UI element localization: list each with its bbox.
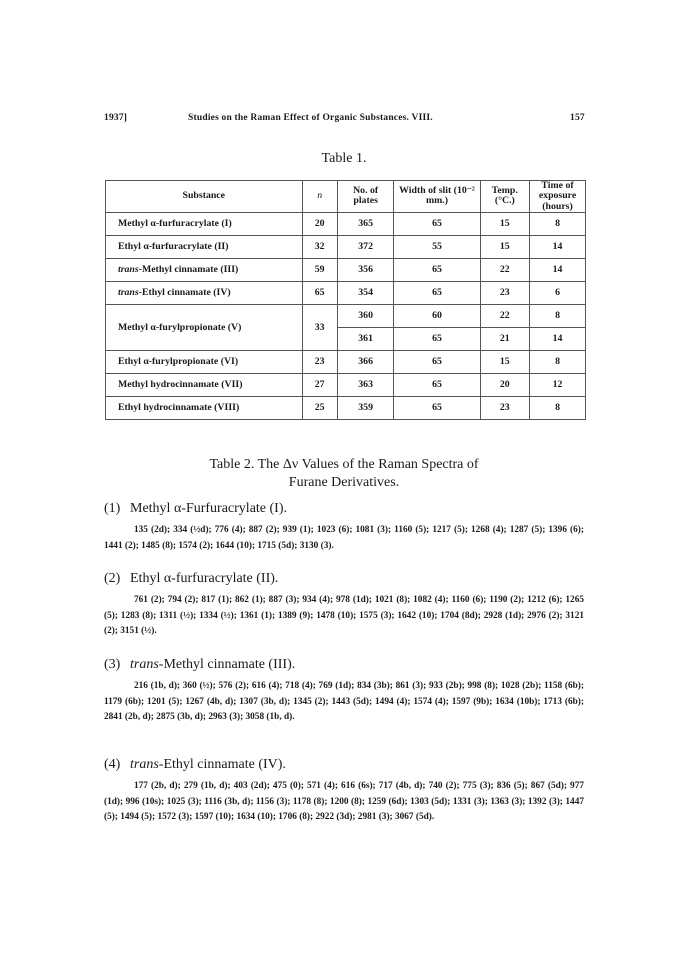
cell-slit: 65: [394, 327, 480, 350]
cell-substance: Methyl α-furfuracrylate (I): [106, 212, 303, 235]
col-temp: Temp. (°C.): [480, 181, 529, 213]
page-number: 157: [570, 113, 585, 123]
section-heading: (1) Methyl α-Furfuracrylate (I).: [104, 501, 287, 516]
cell-slit: 55: [394, 235, 480, 258]
cell-substance: Methyl α-furylpropionate (V): [106, 304, 303, 350]
cell-n: 23: [302, 350, 337, 373]
cell-substance: trans-Ethyl cinnamate (IV): [106, 281, 303, 304]
table1-header-row: [106, 181, 586, 213]
cell-plates: 359: [337, 396, 394, 419]
cell-temp: 23: [480, 281, 529, 304]
cell-time: 12: [530, 373, 586, 396]
raman-values: 135 (2d); 334 (½d); 776 (4); 887 (2); 939 (1); 1023 (6); 1081 (3); 1160 (5); 1217 (5); 1268 (4); 1287 (5); 1396 (6); 1441 (2); 1485 (8); 1574 (2); 1644 (10); 1715 (5d); 3130 (3).: [104, 525, 584, 551]
cell-slit: 65: [394, 373, 480, 396]
cell-substance: Ethyl α-furylpropionate (VI): [106, 350, 303, 373]
table-row: [106, 212, 586, 235]
table2-title-line2: Furane Derivatives.: [288, 475, 400, 490]
table1-title: Table 1.: [321, 151, 367, 166]
cell-substance: Ethyl α-furfuracrylate (II): [106, 235, 303, 258]
cell-n: 65: [302, 281, 337, 304]
cell-plates: 354: [337, 281, 394, 304]
cell-slit: 60: [394, 304, 480, 327]
cell-substance: Methyl hydrocinnamate (VII): [106, 373, 303, 396]
cell-plates: 363: [337, 373, 394, 396]
table1: [105, 180, 586, 420]
cell-slit: 65: [394, 396, 480, 419]
cell-n: 33: [302, 304, 337, 350]
cell-n: 59: [302, 258, 337, 281]
section-heading: (2) Ethyl α-furfuracrylate (II).: [104, 571, 279, 586]
cell-substance: Ethyl hydrocinnamate (VIII): [106, 396, 303, 419]
cell-plates: 365: [337, 212, 394, 235]
cell-plates: 366: [337, 350, 394, 373]
cell-time: 8: [530, 350, 586, 373]
cell-slit: 65: [394, 212, 480, 235]
cell-temp: 15: [480, 350, 529, 373]
section-heading: (3) trans-Methyl cinnamate (III).: [104, 657, 296, 672]
cell-slit: 65: [394, 258, 480, 281]
col-slit: Width of slit (10⁻² mm.): [394, 181, 480, 213]
cell-plates: 372: [337, 235, 394, 258]
cell-time: 6: [530, 281, 586, 304]
cell-slit: 65: [394, 281, 480, 304]
col-substance: Substance: [106, 181, 303, 213]
cell-temp: 15: [480, 212, 529, 235]
cell-n: 27: [302, 373, 337, 396]
cell-time: 14: [530, 327, 586, 350]
section-3: [104, 656, 584, 726]
cell-n: 32: [302, 235, 337, 258]
table2-title: [0, 456, 688, 492]
col-plates: No. of plates: [337, 181, 394, 213]
section-heading: (4) trans-Ethyl cinnamate (IV).: [104, 757, 286, 772]
cell-temp: 15: [480, 235, 529, 258]
col-time: Time of exposure (hours): [530, 181, 586, 213]
table-row: [106, 258, 586, 281]
cell-time: 8: [530, 212, 586, 235]
cell-temp: 20: [480, 373, 529, 396]
cell-temp: 22: [480, 304, 529, 327]
table-row: [106, 235, 586, 258]
cell-time: 8: [530, 396, 586, 419]
cell-temp: 21: [480, 327, 529, 350]
cell-temp: 22: [480, 258, 529, 281]
table-row: [106, 281, 586, 304]
cell-time: 14: [530, 235, 586, 258]
cell-n: 25: [302, 396, 337, 419]
section-2: [104, 570, 584, 640]
running-title: Studies on the Raman Effect of Organic Substances. VIII.: [188, 113, 433, 123]
cell-substance: trans-Methyl cinnamate (III): [106, 258, 303, 281]
section-4: [104, 756, 584, 826]
raman-values: 177 (2b, d); 279 (1b, d); 403 (2d); 475 (0); 571 (4); 616 (6s); 717 (4b, d); 740 (2); 775 (3); 836 (5); 867 (5d); 977 (1d); 996 (10s); 1025 (3); 1116 (3b, d); 1156 (3); 1178 (8); 1200 (8); 1259 (6d); 1303 (5d); 1331 (3); 1363 (3); 1392 (3); 1447 (5); 1494 (5); 1572 (3); 1597 (10); 1634 (10); 1706 (8); 2922 (3d); 2981 (3); 3067 (5d).: [104, 781, 584, 822]
table-row: [106, 304, 586, 327]
cell-slit: 65: [394, 350, 480, 373]
cell-n: 20: [302, 212, 337, 235]
cell-time: 8: [530, 304, 586, 327]
table2-title-line1: Table 2. The Δν Values of the Raman Spectra of: [209, 457, 479, 472]
cell-temp: 23: [480, 396, 529, 419]
table-row: [106, 373, 586, 396]
cell-plates: 361: [337, 327, 394, 350]
cell-time: 14: [530, 258, 586, 281]
col-n: n: [302, 181, 337, 213]
table-row: [106, 350, 586, 373]
header-year: 1937]: [104, 113, 128, 123]
raman-values: 216 (1b, d); 360 (½); 576 (2); 616 (4); 718 (4); 769 (1d); 834 (3b); 861 (3); 933 (2b); 998 (8); 1028 (2b); 1158 (6b); 1179 (6b); 1201 (5); 1267 (4b, d); 1307 (3b, d); 1345 (2); 1443 (5d); 1494 (4); 1574 (4); 1597 (9b); 1634 (10b); 1713 (6b); 2841 (2b, d); 2875 (3b, d); 2963 (3); 3058 (1b, d).: [104, 681, 584, 722]
cell-plates: 356: [337, 258, 394, 281]
cell-plates: 360: [337, 304, 394, 327]
raman-values: 761 (2); 794 (2); 817 (1); 862 (1); 887 (3); 934 (4); 978 (1d); 1021 (8); 1082 (4); 1160 (6); 1190 (2); 1212 (6); 1265 (5); 1283 (8); 1311 (½); 1334 (½); 1361 (1); 1389 (9); 1478 (10); 1575 (3); 1642 (10); 1704 (8d); 2928 (1d); 2976 (2); 3121 (2); 3151 (½).: [104, 595, 584, 636]
table-row: [106, 396, 586, 419]
section-1: [104, 500, 584, 554]
